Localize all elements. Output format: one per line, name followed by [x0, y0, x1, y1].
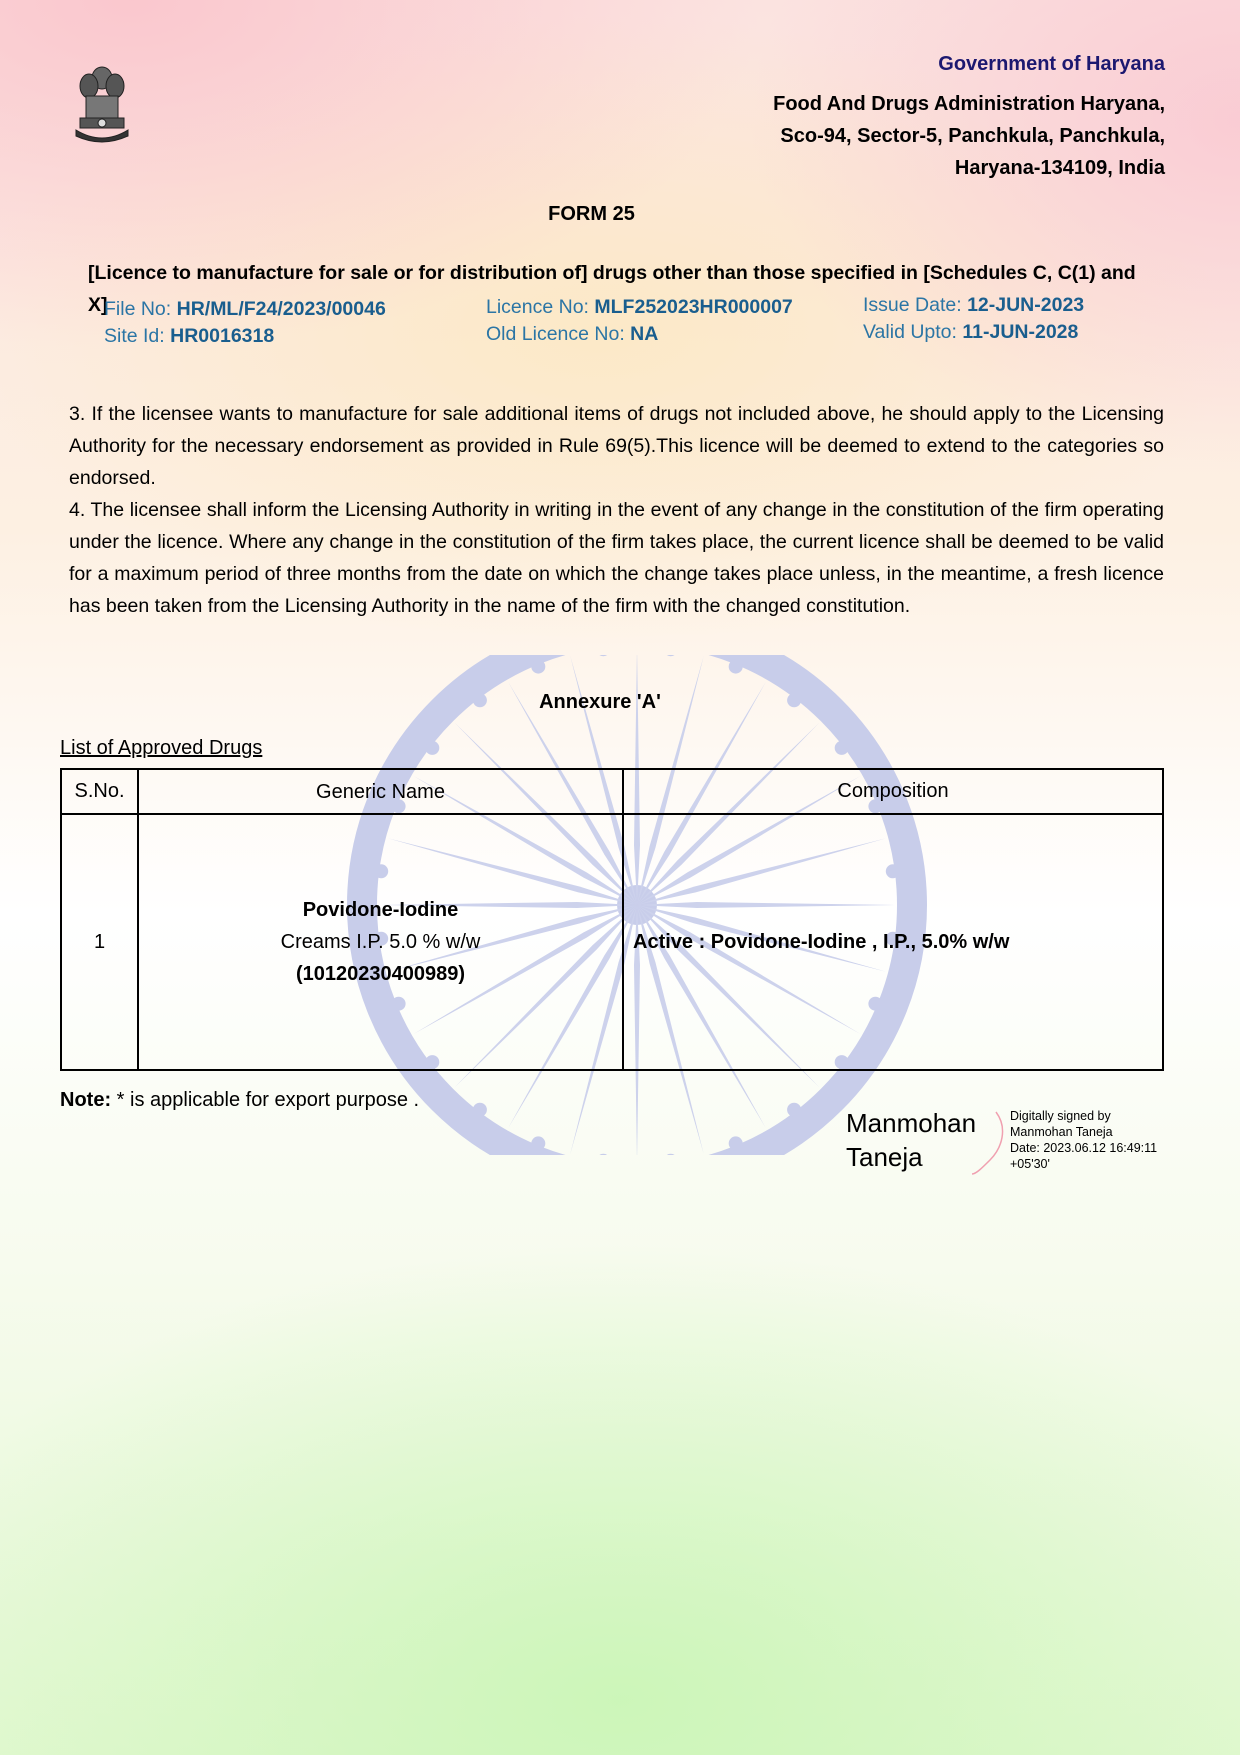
address-line-1: Sco-94, Sector-5, Panchkula, Panchkula,: [780, 125, 1165, 147]
old-licence-value: NA: [630, 323, 659, 345]
column-header-composition: Composition: [623, 769, 1163, 814]
chakra-rim-notch: [835, 741, 849, 755]
signed-by-label: Digitally signed by: [1010, 1109, 1111, 1123]
digital-signature-details: [1010, 1108, 1157, 1172]
department-name: Food And Drugs Administration Haryana,: [773, 93, 1165, 115]
chakra-rim-notch: [531, 660, 545, 674]
address-line-2: Haryana-134109, India: [954, 157, 1165, 179]
chakra-rim-notch: [787, 1103, 801, 1117]
chakra-rim-notch: [531, 1136, 545, 1150]
valid-upto-value: 11-JUN-2028: [962, 321, 1079, 343]
approved-drugs-title: List of Approved Drugs: [60, 737, 263, 759]
chakra-rim-notch: [596, 1154, 610, 1155]
signer-name: Manmohan Taneja: [1010, 1125, 1113, 1139]
chakra-rim-notch: [664, 655, 678, 656]
column-header-generic-name: Generic Name: [138, 769, 623, 814]
export-note: [60, 1089, 419, 1112]
table-row: [61, 814, 1163, 1070]
signature-name-line-1: Manmohan: [846, 1108, 977, 1138]
file-no-value: HR/ML/F24/2023/00046: [176, 298, 386, 320]
national-emblem-icon: [72, 62, 132, 146]
cell-generic-name: [138, 814, 623, 1070]
old-licence-label: Old Licence No:: [486, 323, 625, 345]
signature-timezone: +05'30': [1010, 1157, 1050, 1171]
signature-name: [846, 1106, 976, 1174]
issue-date-value: 12-JUN-2023: [967, 294, 1085, 316]
annexure-title: Annexure 'A': [539, 691, 661, 713]
file-site-block: [104, 296, 386, 350]
condition-4: 4. The licensee shall inform the Licensing Authority in writing in the event of any change in the constitution of the firm operating under the licence. Where any change in the constitution of the firm takes place, the current licence shall be deemed to be valid for a maximum period of three months from the date on which the change takes place unless, in the meantime, a fresh licence has been taken from the Licensing Authority in the name of the firm with the changed constitution.: [69, 499, 1164, 617]
licence-no-label: Licence No:: [486, 296, 589, 318]
condition-3: 3. If the licensee wants to manufacture for sale additional items of drugs not included above, he should apply to the Licensing Authority for the necessary endorsement as provided in Rule 69(5).This licence will be deemed to extend to the categories so endorsed.: [69, 403, 1164, 489]
chakra-rim-notch: [729, 1136, 743, 1150]
valid-upto-label: Valid Upto:: [863, 321, 957, 343]
signature-date: Date: 2023.06.12 16:49:11: [1010, 1141, 1158, 1155]
approved-drugs-table: [60, 768, 1164, 1071]
cell-composition: Active : Povidone-Iodine , I.P., 5.0% w/w: [623, 814, 1163, 1070]
department-address: [773, 88, 1165, 184]
chakra-rim-notch: [425, 741, 439, 755]
chakra-rim-notch: [596, 655, 610, 656]
file-no-row: [104, 296, 386, 323]
drug-code: (10120230400989): [295, 963, 466, 985]
licence-conditions: [69, 398, 1164, 622]
site-id-value: HR0016318: [170, 325, 275, 347]
generic-name: Povidone-Iodine: [302, 899, 459, 921]
licence-no-block: [486, 294, 793, 348]
licence-no-value: MLF252023HR000007: [594, 296, 793, 318]
chakra-rim-notch: [664, 1154, 678, 1155]
site-id-label: Site Id:: [104, 325, 165, 347]
valid-upto-row: [863, 319, 1084, 346]
form-title: FORM 25: [548, 203, 635, 225]
note-label: Note:: [60, 1089, 112, 1111]
note-text: * is applicable for export purpose .: [111, 1089, 420, 1111]
licence-no-row: [486, 294, 793, 321]
dates-block: [863, 292, 1084, 346]
chakra-rim-notch: [473, 1103, 487, 1117]
licence-heading: [Licence to manufacture for sale or for distribution of] drugs other than those specified in [Schedules C, C(1) and X]: [88, 262, 1136, 316]
issue-date-label: Issue Date:: [863, 294, 962, 316]
cell-sno: 1: [61, 814, 138, 1070]
signature-name-line-2: Taneja: [846, 1142, 923, 1172]
form-strength: Creams I.P. 5.0 % w/w: [280, 931, 481, 953]
signature-flourish-icon: [968, 1108, 1008, 1178]
old-licence-row: [486, 321, 793, 348]
issue-date-row: [863, 292, 1084, 319]
file-no-label: File No:: [104, 298, 172, 320]
government-title: Government of Haryana: [938, 53, 1165, 75]
chakra-rim-notch: [729, 660, 743, 674]
site-id-row: [104, 323, 386, 350]
column-header-sno: S.No.: [61, 769, 138, 814]
table-header-row: [61, 769, 1163, 814]
